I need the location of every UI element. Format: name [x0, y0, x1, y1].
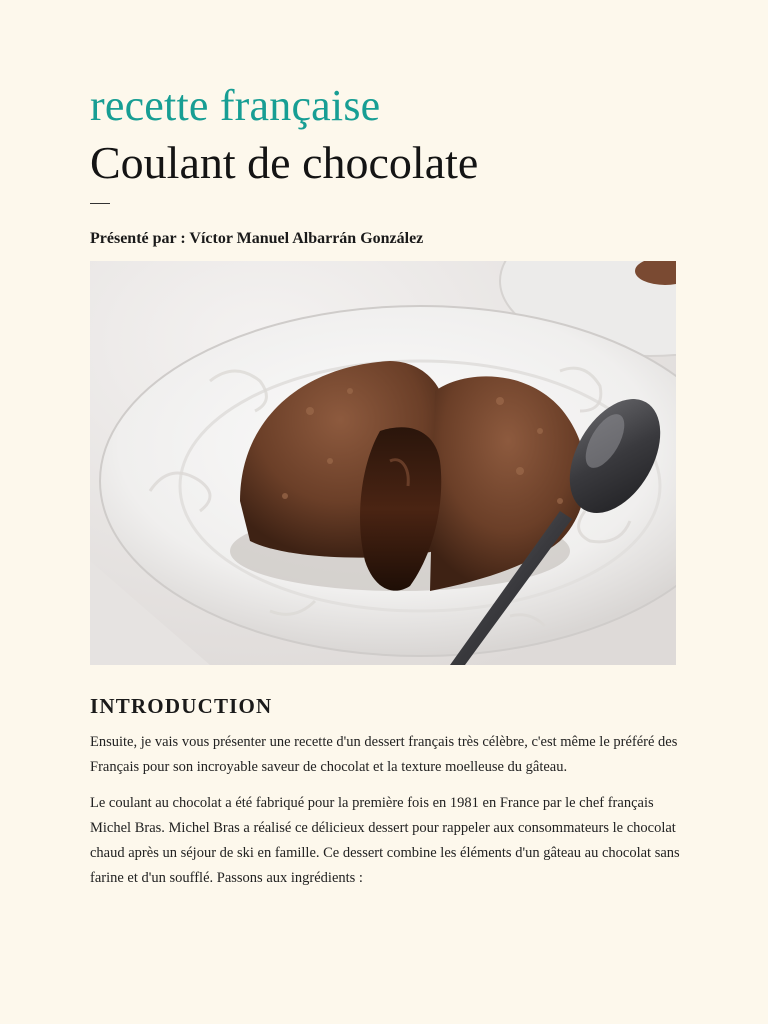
intro-paragraph-2: Le coulant au chocolat a été fabriqué pour la première fois en 1981 en France par le chef français Michel Bras. Michel Bras a réalisé ce délicieux dessert pour rappeler aux consommateurs le chocolat chaud après un séjour de ski en famille. Ce dessert combine les éléments d'un gâteau au chocolat sans farine et d'un soufflé. Passons aux ingrédients :: [90, 795, 680, 886]
author-byline: Présenté par : Víctor Manuel Albarrán González: [90, 230, 424, 247]
title-divider: [90, 203, 110, 204]
dessert-photo: [90, 261, 676, 665]
page-title: Coulant de chocolate: [90, 137, 479, 188]
dessert-photo-illustration: [90, 261, 676, 665]
page-kicker: recette française: [90, 81, 381, 130]
section-heading: INTRODUCTION: [90, 694, 273, 718]
intro-paragraph-1: Ensuite, je vais vous présenter une recette d'un dessert français très célèbre, c'est même le préféré des Français pour son incroyable saveur de chocolat et la texture moelleuse du gâteau.: [90, 734, 678, 775]
